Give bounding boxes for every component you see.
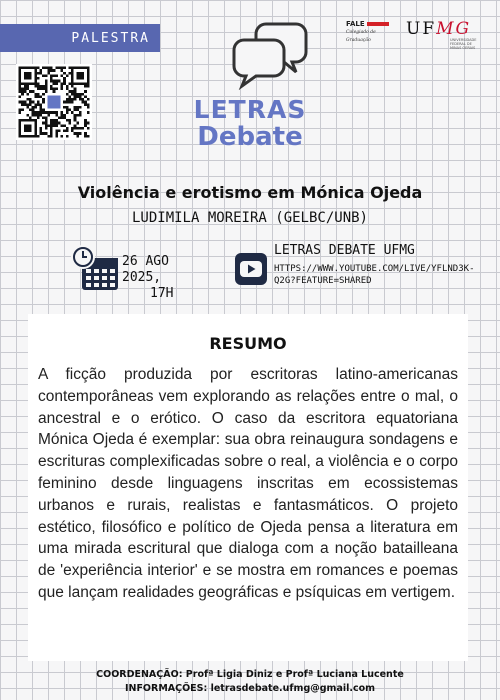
speech-bubbles-icon [226,18,310,90]
calendar-clock-icon [70,244,120,292]
ufmg-subtitle: UNIVERSIDADE FEDERAL DE MINAS GERAIS [450,38,477,50]
event-date: 26 AGO 2025, [122,254,169,285]
resumo-card [28,314,468,661]
fale-logo [346,20,392,50]
palestra-badge [0,24,160,52]
footer-informacoes: INFORMAÇÕES: letrasdebate.ufmg@gmail.com [124,683,376,694]
channel-url-link[interactable]: HTTPS://WWW.YOUTUBE.COM/LIVE/YFLND3K-Q2G?FEATURE=SHARED [274,264,475,286]
ufmg-logo [406,20,484,50]
fale-subtitle-1: Colegiado de [346,30,376,35]
fale-red-bar [367,22,389,26]
brand-line-1: LETRAS [193,95,307,124]
ufmg-title: UFMG [406,19,472,39]
footer [0,668,500,696]
resumo-text: A ficção produzida por escritoras latino-americanas contemporâneas vem explorando as relações entre o mal, o ancestral e o erótico. O caso da escritora equatoriana Mónica Ojeda é exemplar: sua obra reinaugura sondagens e escrituras complexificadas sobre o real, a violência e o corpo feminino desde linguagens inscritas em ecossistemas urbanos e rurais, realistas e fantasmáticos. O projeto estético, filosófico e político de Ojeda pensa a literatura em uma mirada escritural que dialoga com a noção batailleana de 'experiência interior' e se mostra em romances e poemas que lançam realidades geográficas e psíquicas em vertigem. [38,366,458,601]
channel-name: LETRAS DEBATE UFMG [274,243,415,258]
resumo-title: RESUMO [209,334,287,353]
event-time: 17H [150,286,174,301]
event-title: Violência e erotismo em Mónica Ojeda [77,183,423,202]
palestra-label: PALESTRA [71,30,150,46]
fale-subtitle-2: Graduação [346,38,371,43]
fale-title: FALE [346,20,365,28]
event-datetime [122,254,212,302]
footer-coordenacao: COORDENAÇÃO: Profª Ligia Diniz e Profª Luciana Lucente [96,669,404,680]
youtube-play-icon[interactable] [234,252,268,286]
brand-line-2: Debate [197,122,303,152]
event-speaker: LUDIMILA MOREIRA (GELBC/UNB) [131,210,368,226]
